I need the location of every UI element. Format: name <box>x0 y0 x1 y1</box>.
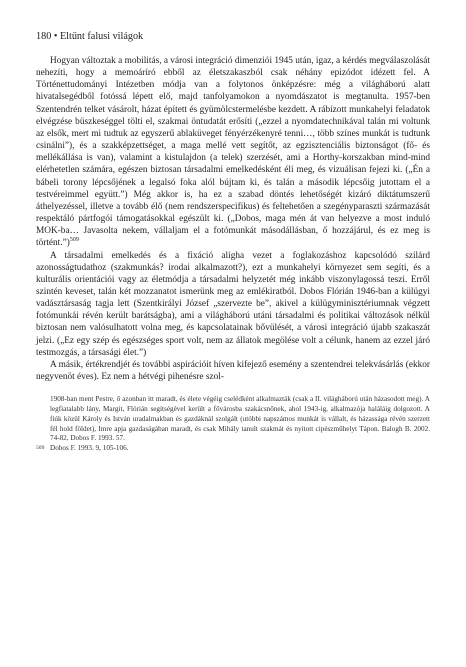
footnote-reference: 509 <box>69 237 79 244</box>
running-head <box>36 30 430 43</box>
paragraph-text: Hogyan változtak a mobilitás, a városi integráció dimenziói 1945 után, igaz, a kérdés megválaszolását nehezíti, hogy a memoáríró ebből az életszakaszból csak néhány epizódot idézett fel. A Történettudományi Intézetben módja van a folytonos önképzésre: még a világháború alatt hivatalsegédből fotóssá lépett elő, majd tanfolyamokon a nyomdászatot is megtanulta. 1957-ben Szentendrén telket vásárolt, házat épített és gyümölcstermelésbe kezdett. A rábízott munkahelyi feladatok elvégzése büszkeséggel tölti el, szakmai öntudatát erősíti („ezzel a nyomdatechnikával talán mi voltunk az elsők, mert mi tudtuk az egyszerű ablaküveget fényérzékenyré tenni…, több színes munkát is tudtunk csinálni”), és a szakképzettséget, a maga mellé vett segítőt, az egzisztenciális biztonságot (fő- és mellékállása is van), valamint a kistulajdon (a telek) szerzését, ami a Horthy-korszakban mind-mind elérhetetlen számára, egészen biztosan társadalmi emelkedésként éli meg, és vizuálisan fejezi ki. („Én a bábeli torony lépcsőjének a legalsó foka alól bújtam ki, és talán a második lépcsőig jutottam el a testvéreimmel együtt.”) Még akkor is, ha ez a szabad döntés lehetőségét kizáró diktátumszerű áthelyezéssel, illetve a tovább élő (nem rendszerspecifikus) és feltehetően a szegényparaszti származását respektáló pártfogói támogatásokkal egészült ki. („Dobos, maga mén át van helyezve a most induló MOK-ba… Javasolta nekem, vállaljam el a fotómunkát másodállásban, ő hozzájárul, és ez meg is történt.”) <box>36 56 431 249</box>
running-head-bullet: • <box>53 31 58 42</box>
running-head-title: Eltűnt falusi világok <box>59 31 144 42</box>
paragraph: A másik, értékrendjét és további aspirációit híven kifejező esemény a szentendrei telekvásárlás (ekkor negyvenöt éves). Ez nem a hétvégi pihenésre szol- <box>36 359 430 383</box>
footnote-continuation: 1908-ban ment Pestre, ő azonban itt maradt, és élete végéig cselédként alkalmazták (csak a II. világháború után házasodott meg). A legfiatalabb lány, Margit, Flórián segítségével került a fővárosba szakácsnőnek, ahol 1943-ig, alkalmazója haláláig dolgozott. A fiúk közül Károly és István uradalmakban és gazdáknál szolgált (utóbbi napszámos munkát is vállalt, és házassága révén szerzett fél hold földet), Imre apja gazdaságában maradt, és csak Mihály tanult szakmát és nyitott cipészműhelyt Tápon. Balogh B. 2002. 74-82, Dobos F. 1993. 57. <box>50 395 430 443</box>
page-number: 180 <box>36 31 52 42</box>
paragraph <box>36 55 430 250</box>
footnote <box>36 444 430 454</box>
footnotes <box>36 395 430 454</box>
footnote-number: 509 <box>36 445 45 452</box>
footnote-text: Dobos F. 1993. 9, 105-106. <box>50 444 129 453</box>
paragraph: A társadalmi emelkedés és a fixáció aligha vezet a foglakozáshoz kapcsolódó szilárd azonosságtudathoz (szakmunkás? irodai alkalmazott?), ezt a munkahelyi környezet sem segíti, és a kulturális orientációi vagy az életmódja a társadalmi helyzetét még inkább viszonylagossá teszi. Erről szintén keveset, talán két mozzanatot ismerünk meg az emlékiratból. Dobos Flórián 1946-ban a külügyi vadásztársaság tagja lett (Szentkirályi József „szervezte be”, akivel a külügyminisztériumnak végzett fotómunkái révén került barátságba), ami a világháború utáni társadalmi és politikai változások nélkül biztosan nem valósulhatott volna meg, és kapcsolatainak bővülését, a városi integráció újabb szakaszát jelzi. („Ez egy szép és egészséges sport volt, nem az állatok megölése volt a célunk, hanem az ezzel járó testmozgás, a társasági élet.”) <box>36 250 430 358</box>
body-text <box>36 55 430 383</box>
